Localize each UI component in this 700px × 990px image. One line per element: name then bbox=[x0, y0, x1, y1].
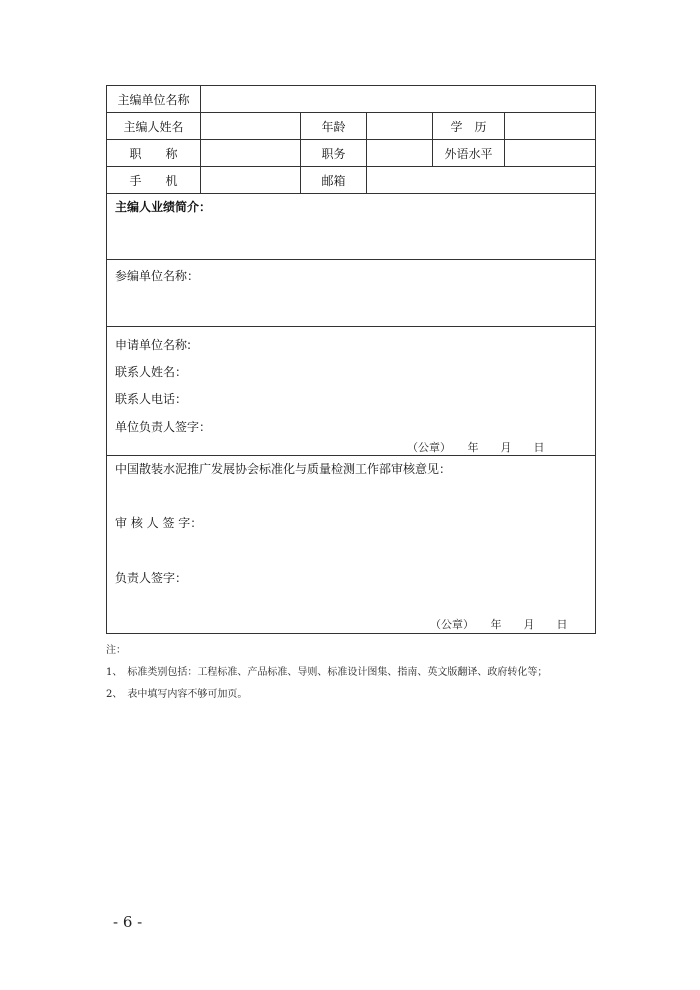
note-item-2: 2、 表中填写内容不够可加页。 bbox=[106, 689, 248, 700]
row-achievement bbox=[107, 194, 596, 260]
stamp-date-line-2: （公章） 年 月 日 bbox=[430, 618, 568, 631]
age-field[interactable] bbox=[367, 113, 433, 140]
chief-name-label: 主编人姓名 bbox=[107, 113, 201, 140]
achievement-label: 主编人业绩简介： bbox=[115, 200, 212, 214]
chief-name-field[interactable] bbox=[201, 113, 301, 140]
page-number: - 6 - bbox=[113, 913, 143, 931]
education-field[interactable] bbox=[505, 113, 596, 140]
row-title bbox=[107, 140, 596, 167]
phone-label: 手 机 bbox=[107, 167, 201, 194]
row-apply bbox=[107, 327, 596, 456]
title-label: 职 称 bbox=[107, 140, 201, 167]
position-field[interactable] bbox=[367, 140, 433, 167]
responsible-sign-label: 负责人签字： bbox=[115, 571, 188, 585]
row-phone bbox=[107, 167, 596, 194]
contact-name-label: 联系人姓名： bbox=[115, 365, 188, 379]
email-label: 邮箱 bbox=[301, 167, 367, 194]
review-section[interactable] bbox=[107, 456, 596, 634]
stamp-date-line-1: （公章） 年 月 日 bbox=[407, 441, 545, 454]
reviewer-sign-label: 审 核 人 签 字： bbox=[115, 516, 203, 530]
contact-phone-label: 联系人电话： bbox=[115, 392, 188, 406]
language-label: 外语水平 bbox=[433, 140, 505, 167]
title-field[interactable] bbox=[201, 140, 301, 167]
achievement-field[interactable] bbox=[107, 194, 596, 260]
apply-unit-label: 申请单位名称: bbox=[115, 338, 192, 352]
notes-heading: 注： bbox=[106, 645, 126, 656]
position-label: 职务 bbox=[301, 140, 367, 167]
chief-unit-field[interactable] bbox=[201, 86, 596, 113]
apply-section[interactable] bbox=[107, 327, 596, 456]
row-review bbox=[107, 456, 596, 634]
row-chief-unit bbox=[107, 86, 596, 113]
email-field[interactable] bbox=[367, 167, 596, 194]
row-chief-name bbox=[107, 113, 596, 140]
leader-sign-label: 单位负责人签字： bbox=[115, 420, 212, 434]
phone-field[interactable] bbox=[201, 167, 301, 194]
note-item-1: 1、 标准类别包括：工程标准、产品标准、导则、标准设计图集、指南、英文版翻译、政府转化等； bbox=[106, 667, 548, 678]
chief-unit-label: 主编单位名称 bbox=[107, 86, 201, 113]
row-participant bbox=[107, 260, 596, 327]
education-label: 学 历 bbox=[433, 113, 505, 140]
age-label: 年龄 bbox=[301, 113, 367, 140]
application-form-table bbox=[106, 85, 596, 634]
participant-field[interactable] bbox=[107, 260, 596, 327]
review-title: 中国散装水泥推广发展协会标准化与质量检测工作部审核意见： bbox=[115, 462, 452, 476]
language-field[interactable] bbox=[505, 140, 596, 167]
participant-label: 参编单位名称： bbox=[115, 269, 200, 283]
